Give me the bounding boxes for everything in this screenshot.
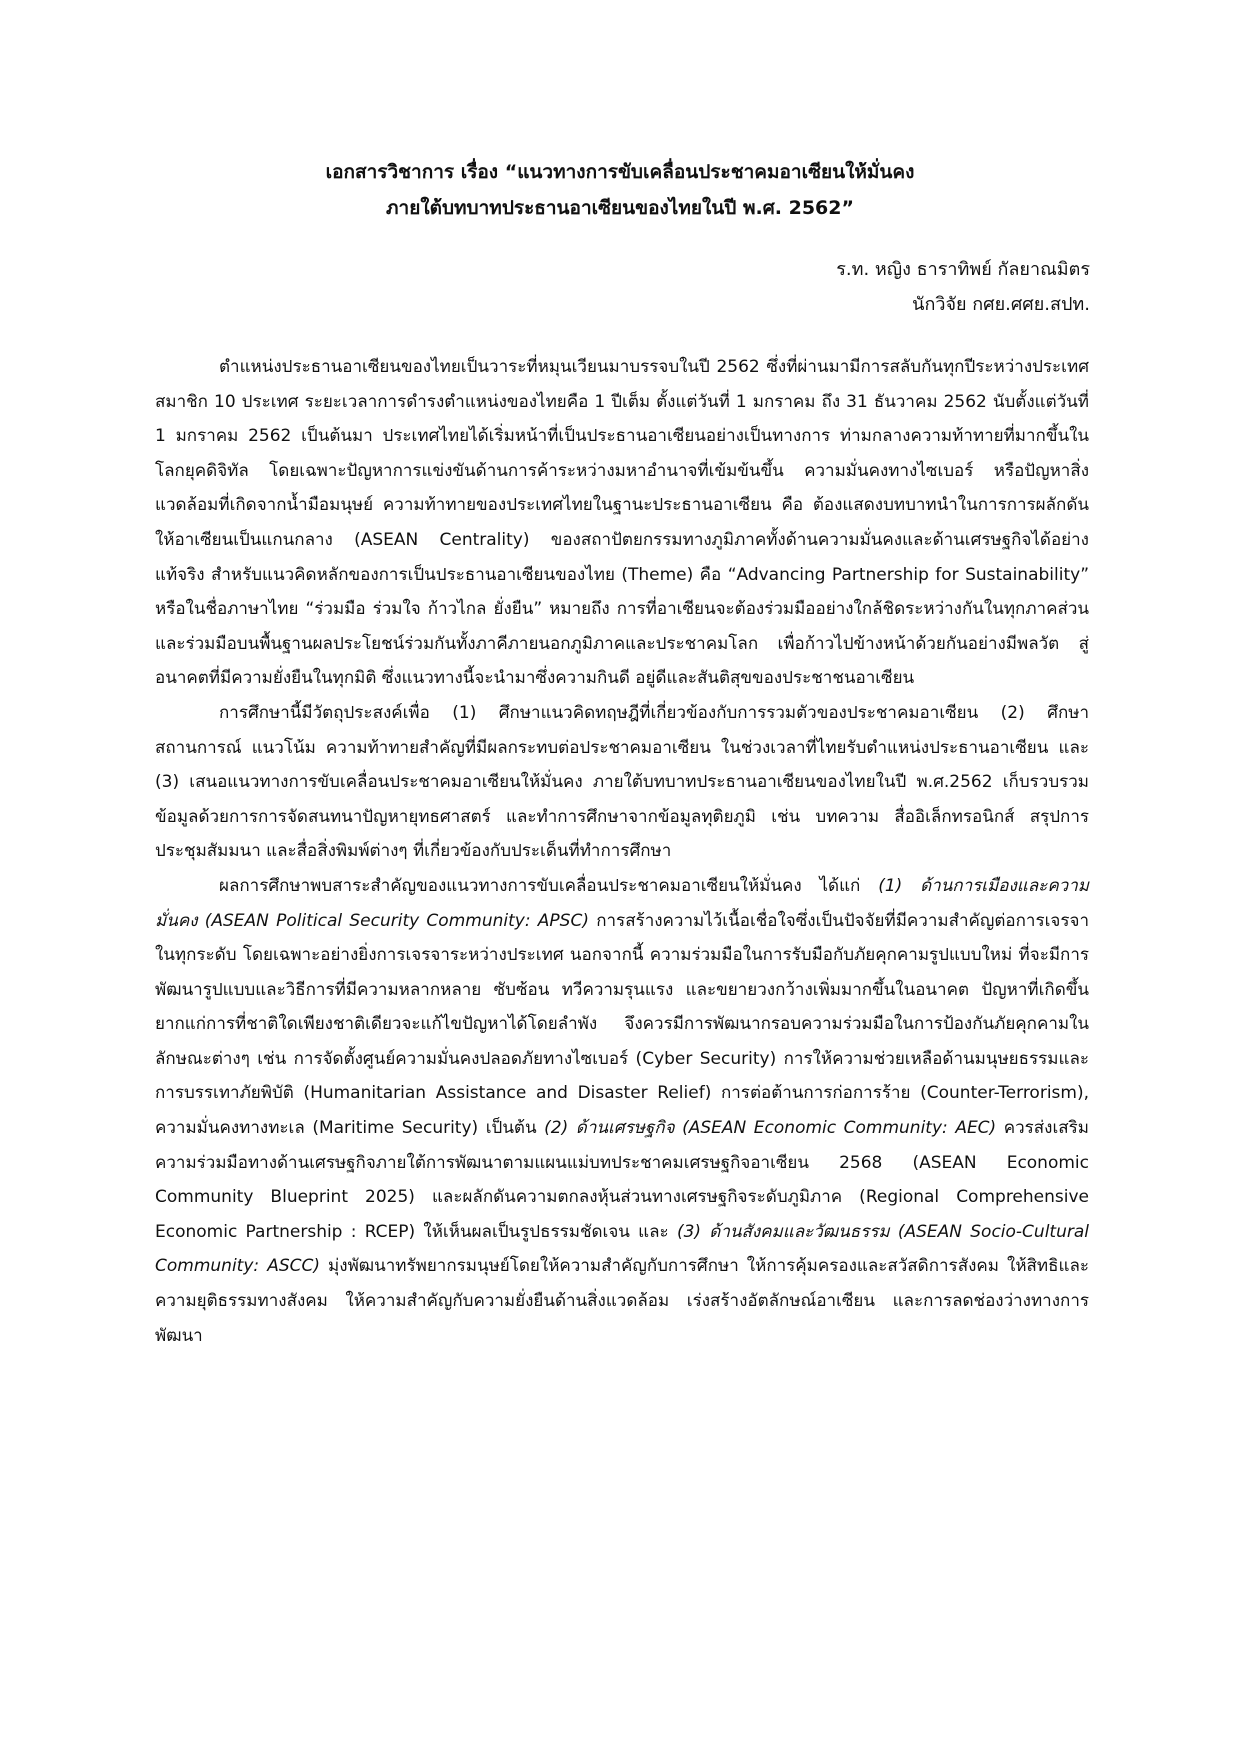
title-line-1: เอกสารวิชาการ เรื่อง “แนวทางการขับเคลื่อนประชาคมอาเซียนให้มั่นคง bbox=[325, 161, 915, 183]
document-body bbox=[155, 350, 1089, 1353]
paragraph-background: ตำแหน่งประธานอาเซียนของไทยเป็นวาระที่หมุนเวียนมาบรรจบในปี 2562 ซึ่งที่ผ่านมามีการสลับกันทุกปีระหว่างประเทศสมาชิก 10 ประเทศ ระยะเวลาการดำรงตำแหน่งของไทยคือ 1 ปีเต็ม ตั้งแต่วันที่ 1 มกราคม ถึง 31 ธันวาคม 2562 นับตั้งแต่วันที่ 1 มกราคม 2562 เป็นต้นมา ประเทศไทยได้เริ่มหน้าที่เป็นประธานอาเซียนอย่างเป็นทางการ ท่ามกลางความท้าทายที่มากขึ้นในโลกยุคดิจิทัล โดยเฉพาะปัญหาการแข่งขันด้านการค้าระหว่างมหาอำนาจที่เข้มข้นขึ้น ความมั่นคงทางไซเบอร์ หรือปัญหาสิ่งแวดล้อมที่เกิดจากน้ำมือมนุษย์ ความท้าทายของประเทศไทยในฐานะประธานอาเซียน คือ ต้องแสดงบทบาทนำในการการผลักดันให้อาเซียนเป็นแกนกลาง (ASEAN Centrality) ของสถาปัตยกรรมทางภูมิภาคทั้งด้านความมั่นคงและด้านเศรษฐกิจได้อย่างแท้จริง สำหรับแนวคิดหลักของการเป็นประธานอาเซียนของไทย (Theme) คือ “Advancing Partnership for Sustainability” หรือในชื่อภาษาไทย “ร่วมมือ ร่วมใจ ก้าวไกล ยั่งยืน” หมายถึง การที่อาเซียนจะต้องร่วมมืออย่างใกล้ชิดระหว่างกันในทุกภาคส่วน และร่วมมือบนพื้นฐานผลประโยชน์ร่วมกันทั้งภาคีภายนอกภูมิภาคและประชาคมโลก เพื่อก้าวไปข้างหน้าด้วยกันอย่างมีพลวัต สู่อนาคตที่มีความยั่งยืนในทุกมิติ ซึ่งแนวทางนี้จะนำมาซึ่งความกินดี อยู่ดีและสันติสุขของประชาชนอาเซียน bbox=[155, 357, 1089, 689]
title-line-2: ภายใต้บทบาทประธานอาเซียนของไทยในปี พ.ศ. 2562” bbox=[386, 197, 854, 219]
paragraph-objectives: การศึกษานี้มีวัตถุประสงค์เพื่อ (1) ศึกษาแนวคิดทฤษฎีที่เกี่ยวข้องกับการรวมตัวของประชาคมอาเซียน (2) ศึกษาสถานการณ์ แนวโน้ม ความท้าทายสำคัญที่มีผลกระทบต่อประชาคมอาเซียน ในช่วงเวลาที่ไทยรับตำแหน่งประธานอาเซียน และ (3) เสนอแนวทางการขับเคลื่อนประชาคมอาเซียนให้มั่นคง ภายใต้บทบาทประธานอาเซียนของไทยในปี พ.ศ.2562 เก็บรวบรวมข้อมูลด้วยการการจัดสนทนาปัญหายุทธศาสตร์ และทำการศึกษาจากข้อมูลทุติยภูมิ เช่น บทความ สื่ออิเล็กทรอนิกส์ สรุปการประชุมสัมมนา และสื่อสิ่งพิมพ์ต่างๆ ที่เกี่ยวข้องกับประเด็นที่ทำการศึกษา bbox=[155, 702, 1089, 862]
text-socio-cultural: มุ่งพัฒนาทรัพยากรมนุษย์โดยให้ความสำคัญกับการศึกษา ให้การคุ้มครองและสวัสดิการสังคม ให้สิทธิและความยุติธรรมทางสังคม ให้ความสำคัญกับความยั่งยืนด้านสิ่งแวดล้อม เร่งสร้างอัตลักษณ์อาเซียน และการลดช่องว่างทางการพัฒนา bbox=[155, 1256, 1089, 1346]
heading-economic: (2) ด้านเศรษฐกิจ (ASEAN Economic Community: AEC) bbox=[544, 1118, 997, 1139]
heading-political-security: (1) ด้านการเมืองและความมั่นคง (ASEAN Political Security Community: APSC) bbox=[155, 875, 1089, 931]
findings-intro: ผลการศึกษาพบสาระสำคัญของแนวทางการขับเคลื่อนประชาคมอาเซียนให้มั่นคง ได้แก่ bbox=[219, 875, 879, 896]
paragraph-findings bbox=[155, 869, 1089, 1353]
document-title bbox=[150, 154, 1090, 226]
author-name: ร.ท. หญิง ธาราทิพย์ กัลยาณมิตร bbox=[836, 259, 1090, 280]
author-position: นักวิจัย กศย.ศศย.สปท. bbox=[912, 294, 1090, 315]
text-political-security: การสร้างความไว้เนื้อเชื่อใจซึ่งเป็นปัจจัยที่มีความสำคัญต่อการเจรจาในทุกระดับ โดยเฉพาะอย่างยิ่งการเจรจาระหว่างประเทศ นอกจากนี้ ความร่วมมือในการรับมือกับภัยคุกคามรูปแบบใหม่ ที่จะมีการพัฒนารูปแบบและวิธีการที่มีความหลากหลาย ซับซ้อน ทวีความรุนแรง และขยายวงกว้างเพิ่มมากขึ้นในอนาคต ปัญหาที่เกิดขึ้นยากแก่การที่ชาติใดเพียงชาติเดียวจะแก้ไขปัญหาได้โดยลำพัง จึงควรมีการพัฒนากรอบความร่วมมือในการป้องกันภัยคุกคามในลักษณะต่างๆ เช่น การจัดตั้งศูนย์ความมั่นคงปลอดภัยทางไซเบอร์ (Cyber Security) การให้ความช่วยเหลือด้านมนุษยธรรมและการบรรเทาภัยพิบัติ (Humanitarian Assistance and Disaster Relief) การต่อต้านการก่อการร้าย (Counter-Terrorism), ความมั่นคงทางทะเล (Maritime Security) เป็นต้น bbox=[155, 910, 1089, 1139]
author-block bbox=[836, 252, 1090, 322]
heading-socio-cultural: (3) ด้านสังคมและวัฒนธรรม (ASEAN Socio-Cultural Community: ASCC) bbox=[155, 1221, 1089, 1277]
text-economic: ควรส่งเสริมความร่วมมือทางด้านเศรษฐกิจภายใต้การพัฒนาตามแผนแม่บทประชาคมเศรษฐกิจอาเซียน 2568 (ASEAN Economic Community Blueprint 2025) และผลักดันความตกลงหุ้นส่วนทางเศรษฐกิจระดับภูมิภาค (Regional Comprehensive Economic Partnership : RCEP) ให้เห็นผลเป็นรูปธรรมชัดเจน และ bbox=[155, 1118, 1089, 1242]
